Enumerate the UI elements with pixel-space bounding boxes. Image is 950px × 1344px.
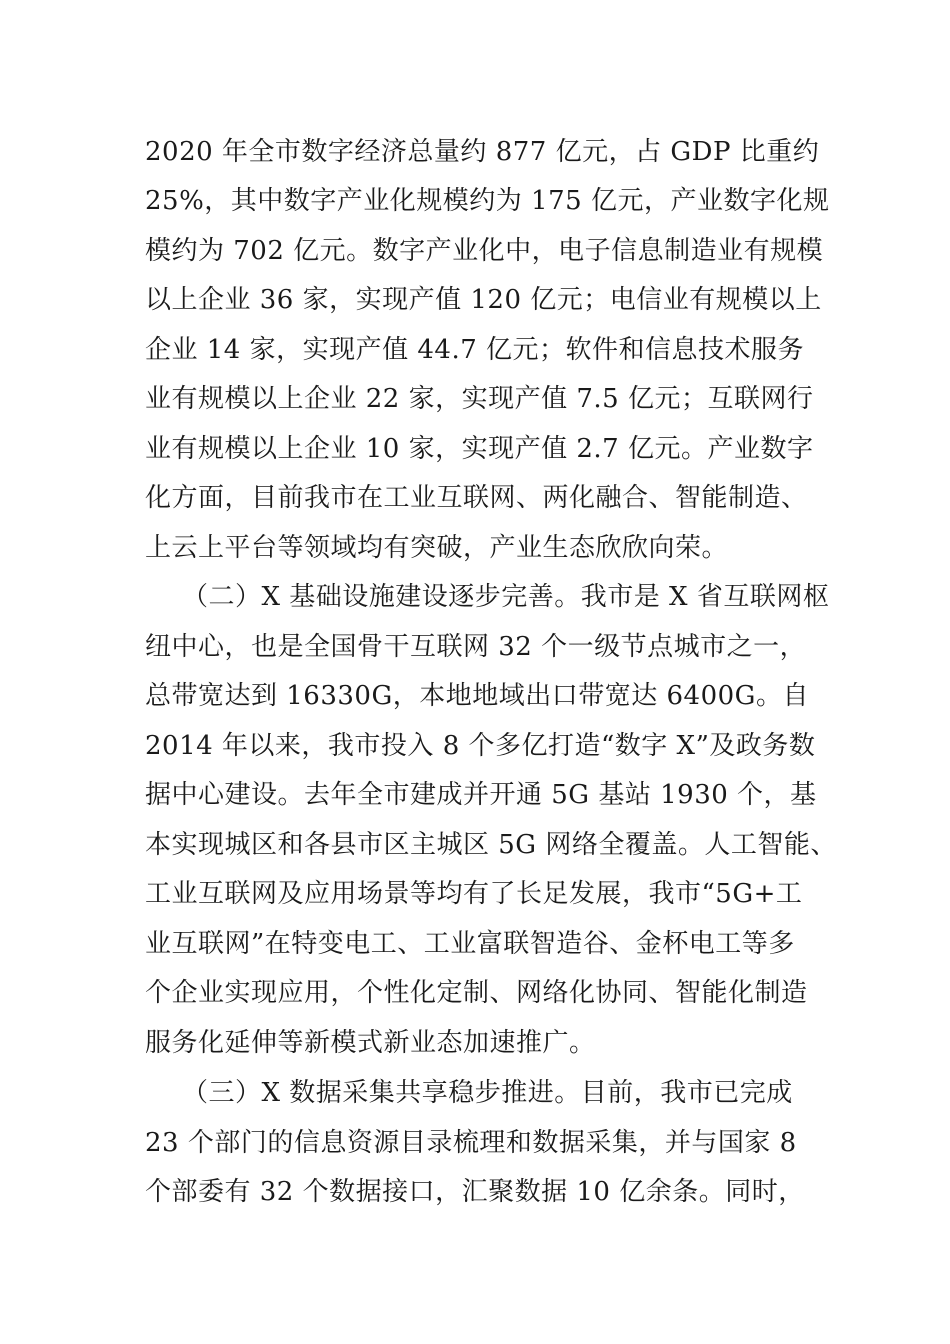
text-line: 上云上平台等领域均有突破，产业生态欣欣向荣。 (145, 533, 729, 563)
section-heading-line: （三）X 数据采集共享稳步推进。目前，我市已完成 (182, 1078, 793, 1108)
text-line: 总带宽达到 16330G，本地地域出口带宽达 6400G。自 (145, 681, 809, 711)
text-line: 25%，其中数字产业化规模约为 175 亿元，产业数字化规 (145, 186, 830, 216)
text-line: 2020 年全市数字经济总量约 877 亿元，占 GDP 比重约 (145, 137, 820, 167)
text-line: 化方面，目前我市在工业互联网、两化融合、智能制造、 (145, 483, 808, 513)
text-line: 业互联网”在特变电工、工业富联智造谷、金杯电工等多 (145, 929, 795, 959)
text-line: 服务化延伸等新模式新业态加速推广。 (145, 1028, 596, 1058)
text-line: 本实现城区和各县市区主城区 5G 网络全覆盖。人工智能、 (145, 830, 837, 860)
text-line: 纽中心，也是全国骨干互联网 32 个一级节点城市之一， (145, 632, 807, 662)
text-line: 模约为 702 亿元。数字产业化中，电子信息制造业有规模 (145, 236, 824, 266)
text-line: 业有规模以上企业 22 家，实现产值 7.5 亿元；互联网行 (145, 384, 814, 414)
text-line: 个部委有 32 个数据接口，汇聚数据 10 亿余条。同时， (145, 1177, 805, 1207)
text-line: 业有规模以上企业 10 家，实现产值 2.7 亿元。产业数字 (145, 434, 814, 464)
text-line: 据中心建设。去年全市建成并开通 5G 基站 1930 个，基 (145, 780, 817, 810)
text-line: 工业互联网及应用场景等均有了长足发展，我市“5G+工 (145, 879, 803, 909)
section-heading-line: （二）X 基础设施建设逐步完善。我市是 X 省互联网枢 (182, 582, 830, 612)
text-line: 企业 14 家，实现产值 44.7 亿元；软件和信息技术服务 (145, 335, 805, 365)
text-line: 23 个部门的信息资源目录梳理和数据采集，并与国家 8 (145, 1128, 797, 1158)
text-line: 2014 年以来，我市投入 8 个多亿打造“数字 X”及政务数 (145, 731, 816, 761)
text-line: 个企业实现应用，个性化定制、网络化协同、智能化制造 (145, 978, 808, 1008)
text-line: 以上企业 36 家，实现产值 120 亿元；电信业有规模以上 (145, 285, 822, 315)
